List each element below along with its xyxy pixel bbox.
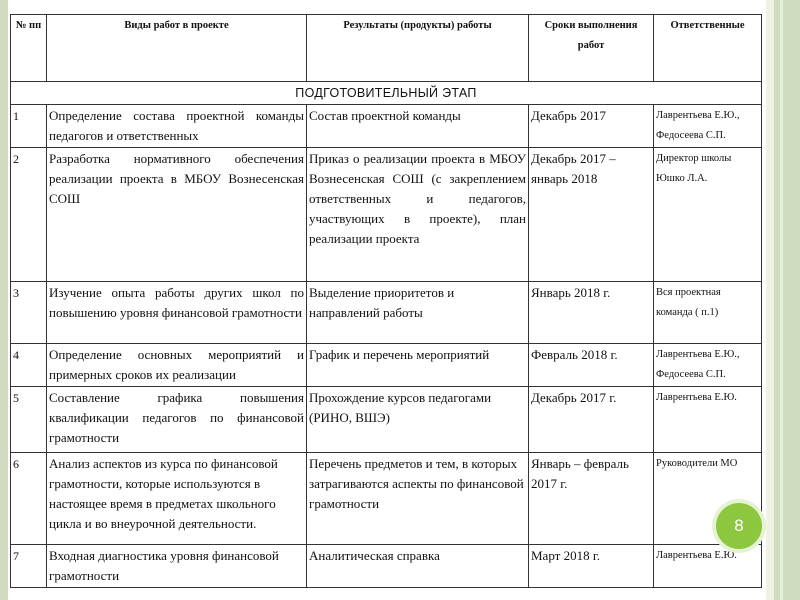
frame-left-border	[0, 0, 8, 600]
frame-right-border	[774, 0, 800, 600]
row-num: 2	[11, 148, 47, 282]
row-work: Определение состава проектной команды педагогов и ответственных	[47, 105, 307, 148]
row-work: Составление графика повышения квалификации педагогов по финансовой грамотности	[47, 387, 307, 453]
header-num: № пп	[11, 15, 47, 82]
row-work: Изучение опыта работы других школ по повышению уровня финансовой грамотности	[47, 282, 307, 344]
row-responsible: Лаврентьева Е.Ю.	[654, 545, 762, 588]
row-term: Декабрь 2017	[529, 105, 654, 148]
row-num: 5	[11, 387, 47, 453]
row-num: 1	[11, 105, 47, 148]
row-term: Январь – февраль 2017 г.	[529, 453, 654, 545]
header-results: Результаты (продукты) работы	[307, 15, 529, 82]
row-result: Выделение приоритетов и направлений работы	[307, 282, 529, 344]
table-header-row	[11, 15, 762, 82]
row-responsible: Директор школы Юшко Л.А.	[654, 148, 762, 282]
row-work: Определение основных мероприятий и примерных сроков их реализации	[47, 344, 307, 387]
row-work: Разработка нормативного обеспечения реализации проекта в МБОУ Вознесенская СОШ	[47, 148, 307, 282]
table-row	[11, 282, 762, 344]
row-term: Февраль 2018 г.	[529, 344, 654, 387]
row-result: Аналитическая справка	[307, 545, 529, 588]
row-result: Прохождение курсов педагогами (РИНО, ВШЭ)	[307, 387, 529, 453]
table-row	[11, 387, 762, 453]
table-row	[11, 148, 762, 282]
project-plan-table	[10, 14, 762, 588]
table-row	[11, 545, 762, 588]
row-num: 4	[11, 344, 47, 387]
table-row	[11, 453, 762, 545]
row-result: Приказ о реализации проекта в МБОУ Вознесенская СОШ (с закреплением ответственных и педагогов, участвующих в проекте), план реализации проекта	[307, 148, 529, 282]
table-row	[11, 344, 762, 387]
row-num: 6	[11, 453, 47, 545]
stage-title: ПОДГОТОВИТЕЛЬНЫЙ ЭТАП	[11, 82, 762, 105]
row-responsible: Лаврентьева Е.Ю.	[654, 387, 762, 453]
row-result: Перечень предметов и тем, в которых затрагиваются аспекты по финансовой грамотности	[307, 453, 529, 545]
row-term: Март 2018 г.	[529, 545, 654, 588]
stage-row	[11, 82, 762, 105]
table-row	[11, 105, 762, 148]
row-work: Входная диагностика уровня финансовой грамотности	[47, 545, 307, 588]
header-terms: Сроки выполнения работ	[529, 15, 654, 82]
row-result: Состав проектной команды	[307, 105, 529, 148]
row-work: Анализ аспектов из курса по финансовой грамотности, которые используются в настоящее время в предметах школьного цикла и во внеурочной деятельности.	[47, 453, 307, 545]
row-result: График и перечень мероприятий	[307, 344, 529, 387]
row-num: 3	[11, 282, 47, 344]
row-term: Январь 2018 г.	[529, 282, 654, 344]
row-responsible: Руководители МО	[654, 453, 762, 545]
row-num: 7	[11, 545, 47, 588]
header-work: Виды работ в проекте	[47, 15, 307, 82]
row-responsible: Вся проектная команда ( п.1)	[654, 282, 762, 344]
header-responsible: Ответственные	[654, 15, 762, 82]
row-term: Декабрь 2017 г.	[529, 387, 654, 453]
row-responsible: Лаврентьева Е.Ю., Федосеева С.П.	[654, 344, 762, 387]
row-term: Декабрь 2017 – январь 2018	[529, 148, 654, 282]
row-responsible: Лаврентьева Е.Ю., Федосеева С.П.	[654, 105, 762, 148]
slide-number-badge: 8	[716, 503, 762, 549]
